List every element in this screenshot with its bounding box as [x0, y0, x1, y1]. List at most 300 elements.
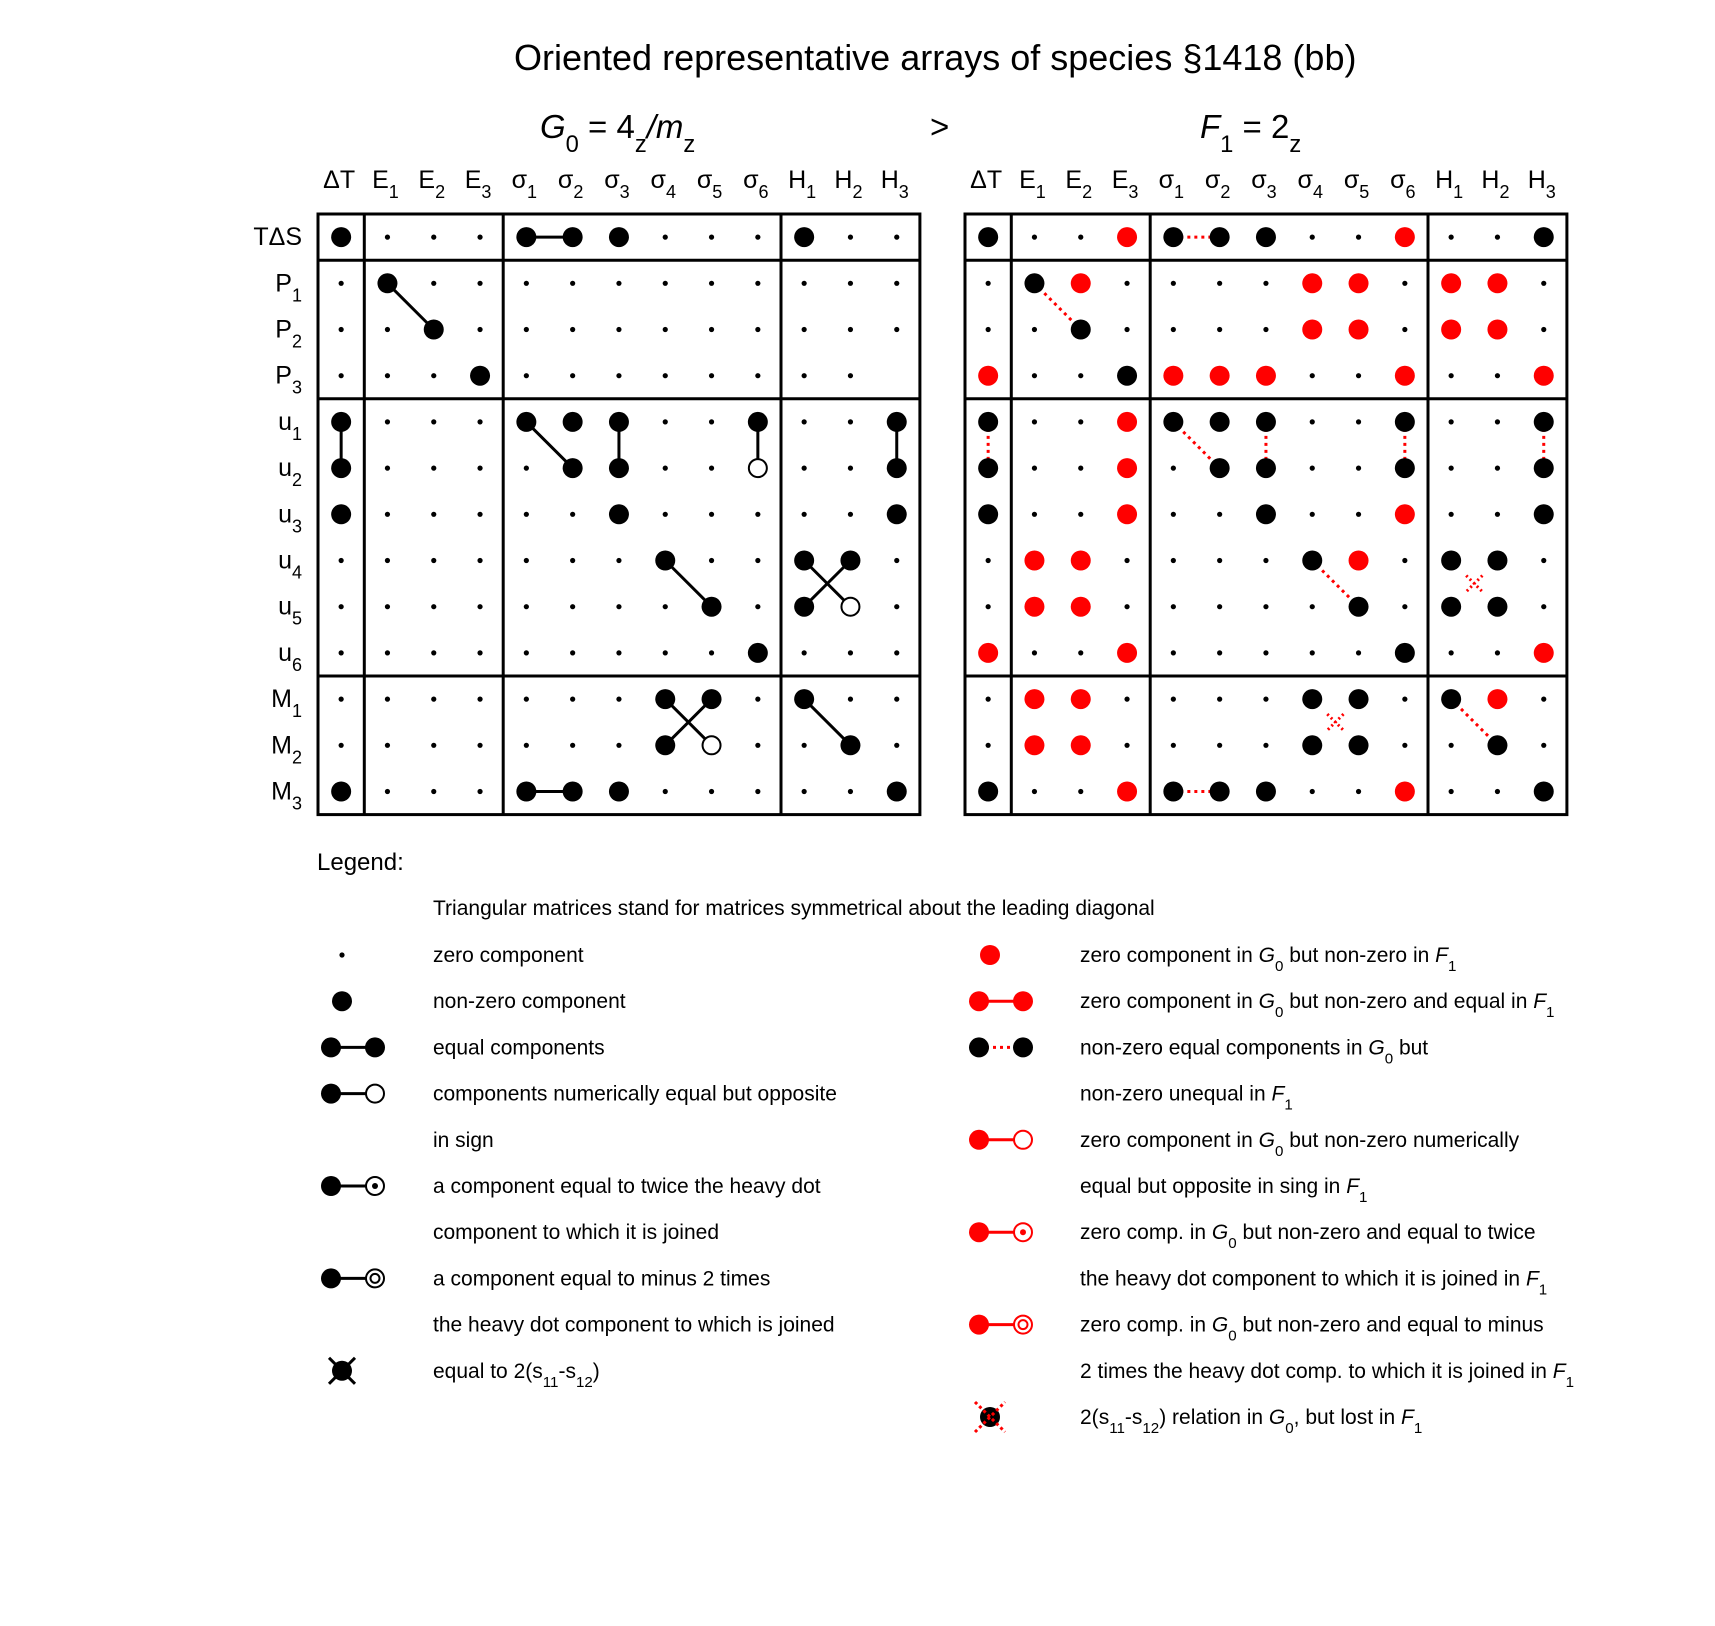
zero-component	[848, 650, 853, 655]
non-zero-component	[978, 227, 998, 247]
legend-text: in sign	[433, 1128, 494, 1152]
zero-component	[709, 235, 714, 240]
zero-component	[802, 373, 807, 378]
non-zero-component	[1534, 782, 1554, 802]
zero-component	[385, 235, 390, 240]
new-non-zero-component	[1302, 320, 1322, 340]
zero-component	[385, 512, 390, 517]
legend-item-red-dot	[980, 944, 1456, 975]
row-header-m1: $M_1$	[271, 685, 302, 722]
non-zero-component	[748, 643, 768, 663]
non-zero-component	[887, 458, 907, 478]
zero-component	[709, 558, 714, 563]
column-header-6: $\sigma_6$	[1390, 166, 1416, 202]
zero-component	[1263, 558, 1268, 563]
zero-component	[848, 235, 853, 240]
new-non-zero-component	[1487, 689, 1507, 709]
zero-component	[1541, 697, 1546, 702]
legend-text: zero component in $G_0$ but non-zero in $F_1$	[1080, 944, 1457, 975]
non-zero-component	[331, 504, 351, 524]
legend-item-red-equal-pair	[969, 990, 1554, 1021]
non-zero-component	[1302, 735, 1322, 755]
new-non-zero-component	[1349, 551, 1369, 571]
row-header-u5: $u_5$	[278, 592, 302, 629]
zero-component	[1078, 373, 1083, 378]
zero-component	[477, 558, 482, 563]
zero-component	[1171, 512, 1176, 517]
zero-component	[477, 419, 482, 424]
legend-dot	[1013, 1037, 1033, 1057]
non-zero-component	[702, 689, 722, 709]
zero-component	[802, 650, 807, 655]
row-header-u2: $u_2$	[278, 454, 302, 491]
zero-component	[1495, 512, 1500, 517]
legend-text: a component equal to minus 2 times	[433, 1267, 771, 1291]
group-heading-g0: $G_0 = 4_z/m_z$	[540, 108, 696, 158]
legend-text: equal to $2(s_{11}-s_{12})$	[433, 1359, 600, 1391]
legend-text: 2 times the heavy dot comp. to which it is joined in $F_1$	[1080, 1359, 1574, 1391]
zero-component	[431, 789, 436, 794]
zero-component	[1310, 235, 1315, 240]
legend-text: components numerically equal but opposite	[433, 1082, 837, 1106]
zero-component	[570, 558, 575, 563]
column-header-h2: $H_2$	[834, 166, 863, 202]
new-non-zero-component	[978, 643, 998, 663]
zero-component	[616, 604, 621, 609]
zero-component	[802, 466, 807, 471]
new-non-zero-component	[1071, 597, 1091, 617]
zero-component	[894, 235, 899, 240]
row-header-u3: $u_3$	[278, 500, 302, 537]
zero-component	[1217, 743, 1222, 748]
non-zero-component	[609, 504, 629, 524]
zero-component	[1263, 327, 1268, 332]
zero-component	[755, 327, 760, 332]
zero-component	[848, 466, 853, 471]
zero-component	[385, 373, 390, 378]
zero-component	[709, 327, 714, 332]
zero-component	[339, 697, 344, 702]
legend-text: zero component in $G_0$ but non-zero numerically	[1080, 1128, 1520, 1160]
zero-component	[1032, 373, 1037, 378]
legend-item-opposite-pair	[321, 1083, 837, 1152]
zero-component	[709, 466, 714, 471]
non-zero-component	[794, 597, 814, 617]
non-zero-component	[1487, 597, 1507, 617]
zero-component	[1402, 281, 1407, 286]
column-header-4: $\sigma_4$	[1297, 166, 1323, 202]
non-zero-component	[1256, 504, 1276, 524]
zero-component	[1078, 235, 1083, 240]
zero-component	[1449, 789, 1454, 794]
zero-component	[339, 327, 344, 332]
figure-title: Oriented representative arrays of species §1418 (bb)	[514, 37, 1357, 78]
non-zero-component	[609, 412, 629, 432]
zero-component	[663, 604, 668, 609]
non-zero-component	[1256, 782, 1276, 802]
zero-component	[663, 281, 668, 286]
non-zero-component	[470, 366, 490, 386]
zero-component	[802, 789, 807, 794]
zero-component	[524, 558, 529, 563]
zero-component	[1032, 466, 1037, 471]
non-zero-component	[840, 735, 860, 755]
legend-left-column	[321, 944, 837, 1390]
new-non-zero-component	[1117, 643, 1137, 663]
new-non-zero-component	[1117, 782, 1137, 802]
zero-component	[1541, 558, 1546, 563]
non-zero-component	[1024, 273, 1044, 293]
zero-component	[385, 789, 390, 794]
column-header-h3: $H_3$	[880, 166, 909, 202]
new-non-zero-component	[1487, 320, 1507, 340]
non-zero-component	[1395, 412, 1415, 432]
legend-open-circle	[1014, 1316, 1032, 1334]
zero-component	[1449, 650, 1454, 655]
legend-text: non-zero component	[433, 990, 626, 1014]
non-zero-component	[1349, 689, 1369, 709]
new-non-zero-component	[1534, 643, 1554, 663]
new-non-zero-component	[1071, 689, 1091, 709]
non-zero-component	[1441, 551, 1461, 571]
non-zero-component	[887, 412, 907, 432]
non-zero-component	[516, 782, 536, 802]
non-zero-component	[1302, 551, 1322, 571]
new-non-zero-component	[1024, 597, 1044, 617]
zero-component	[1310, 650, 1315, 655]
non-zero-component	[978, 412, 998, 432]
legend-text: equal components	[433, 1036, 605, 1060]
zero-component	[1078, 419, 1083, 424]
zero-component	[385, 650, 390, 655]
zero-component	[1124, 558, 1129, 563]
new-non-zero-component	[1349, 320, 1369, 340]
zero-component	[986, 327, 991, 332]
non-zero-component	[1395, 458, 1415, 478]
zero-component	[385, 558, 390, 563]
row-header-p2: $P_2$	[275, 315, 302, 352]
opposite-sign-component	[841, 598, 859, 616]
non-zero-component	[978, 458, 998, 478]
zero-component	[986, 281, 991, 286]
zero-component	[524, 743, 529, 748]
legend-dot	[321, 1037, 341, 1057]
zero-component	[709, 373, 714, 378]
non-zero-component	[1349, 597, 1369, 617]
zero-component	[1217, 697, 1222, 702]
zero-component	[755, 789, 760, 794]
non-zero-component	[331, 458, 351, 478]
legend-dot	[321, 1084, 341, 1104]
zero-component	[570, 697, 575, 702]
zero-component	[755, 281, 760, 286]
zero-component	[339, 650, 344, 655]
zero-component	[385, 697, 390, 702]
column-header-1: $\sigma_1$	[1158, 166, 1185, 202]
new-non-zero-component	[1024, 689, 1044, 709]
non-zero-component	[563, 458, 583, 478]
legend-text: non-zero equal components in $G_0$ but	[1080, 1036, 1429, 1067]
broken-equality-link	[1327, 714, 1343, 730]
new-non-zero-component	[1071, 551, 1091, 571]
new-non-zero-component	[1071, 273, 1091, 293]
new-non-zero-component	[1395, 782, 1415, 802]
zero-component	[524, 281, 529, 286]
zero-component	[709, 419, 714, 424]
zero-component	[570, 743, 575, 748]
legend-inner-dot	[1020, 1229, 1026, 1235]
legend-open-circle	[366, 1269, 384, 1287]
legend-text: zero comp. in $G_0$ but non-zero and equal to twice	[1080, 1221, 1536, 1252]
legend-item-twice-pair	[321, 1175, 821, 1244]
zero-component	[1171, 604, 1176, 609]
zero-component	[1171, 327, 1176, 332]
zero-component	[709, 512, 714, 517]
non-zero-component	[331, 782, 351, 802]
non-zero-component	[1395, 643, 1415, 663]
legend-item-equal-pair	[321, 1036, 605, 1059]
legend-item-red-minus-two-pair	[969, 1314, 1574, 1391]
zero-component	[1078, 650, 1083, 655]
zero-component	[755, 235, 760, 240]
legend-dot	[365, 1037, 385, 1057]
new-non-zero-component	[978, 366, 998, 386]
zero-component	[1356, 789, 1361, 794]
new-non-zero-component	[1117, 504, 1137, 524]
zero-component	[1356, 373, 1361, 378]
legend-dot	[321, 1268, 341, 1288]
zero-component	[616, 650, 621, 655]
zero-component	[663, 650, 668, 655]
non-zero-component	[1163, 227, 1183, 247]
zero-component	[1124, 327, 1129, 332]
zero-component	[1402, 604, 1407, 609]
zero-component	[477, 650, 482, 655]
zero-component	[1449, 466, 1454, 471]
zero-component	[1541, 327, 1546, 332]
non-zero-component	[1441, 689, 1461, 709]
legend-red-dot	[980, 945, 1000, 965]
legend-dot	[1013, 991, 1033, 1011]
legend-dot	[969, 1037, 989, 1057]
new-non-zero-component	[1117, 227, 1137, 247]
zero-component	[339, 743, 344, 748]
legend-inner-dot	[372, 1183, 378, 1189]
zero-component	[1310, 373, 1315, 378]
broken-equality-link	[1466, 576, 1482, 592]
legend-text: zero comp. in $G_0$ but non-zero and equal to minus	[1080, 1313, 1544, 1345]
non-zero-component	[655, 551, 675, 571]
non-zero-component	[331, 227, 351, 247]
zero-component	[616, 743, 621, 748]
legend-dot	[321, 1176, 341, 1196]
legend-item-red-opposite-pair	[969, 1129, 1520, 1206]
non-zero-component	[516, 412, 536, 432]
non-zero-component	[1487, 735, 1507, 755]
zero-component	[848, 789, 853, 794]
zero-component	[755, 558, 760, 563]
zero-component	[709, 281, 714, 286]
zero-component	[1495, 235, 1500, 240]
zero-component	[802, 281, 807, 286]
zero-component	[477, 235, 482, 240]
new-non-zero-component	[1441, 320, 1461, 340]
non-zero-component	[563, 782, 583, 802]
zero-component	[1356, 512, 1361, 517]
zero-component	[1263, 604, 1268, 609]
zero-component	[1541, 743, 1546, 748]
non-zero-component	[1534, 458, 1554, 478]
legend-item-red-crossed-dot	[975, 1402, 1422, 1437]
new-non-zero-component	[1024, 551, 1044, 571]
non-zero-component	[1256, 458, 1276, 478]
row-header-m2: $M_2$	[271, 731, 302, 768]
column-header-2: $\sigma_2$	[1204, 166, 1231, 202]
non-zero-component	[1163, 782, 1183, 802]
zero-component	[1495, 466, 1500, 471]
zero-component	[755, 604, 760, 609]
zero-component	[1495, 789, 1500, 794]
zero-component	[1263, 743, 1268, 748]
non-zero-component	[609, 458, 629, 478]
zero-component	[663, 327, 668, 332]
legend-text: $2(s_{11}-s_{12})$ relation in $G_0$, but lost in $F_1$	[1080, 1406, 1423, 1437]
column-header-e3: $E_3$	[1111, 166, 1139, 202]
zero-component	[1217, 281, 1222, 286]
column-header-h1: $H_1$	[788, 166, 817, 202]
zero-component	[894, 650, 899, 655]
zero-component	[1263, 697, 1268, 702]
zero-component	[524, 604, 529, 609]
non-zero-component	[655, 689, 675, 709]
zero-component	[894, 558, 899, 563]
zero-component	[755, 512, 760, 517]
zero-component	[1449, 235, 1454, 240]
zero-component	[1217, 604, 1222, 609]
legend-dot	[969, 991, 989, 1011]
row-header-p1: $P_1$	[275, 269, 302, 306]
zero-component	[755, 373, 760, 378]
zero-component	[1402, 697, 1407, 702]
zero-component	[524, 512, 529, 517]
zero-component	[848, 512, 853, 517]
zero-component	[1541, 604, 1546, 609]
new-non-zero-component	[1487, 273, 1507, 293]
matrix-g0	[253, 166, 920, 815]
row-header-u1: $u_1$	[278, 407, 302, 444]
zero-component	[755, 743, 760, 748]
zero-component	[986, 697, 991, 702]
non-zero-component	[516, 227, 536, 247]
legend-item-dotted-pair	[969, 1036, 1428, 1113]
zero-component	[894, 604, 899, 609]
row-header-t-delta-s: TΔS	[253, 223, 302, 252]
new-non-zero-component	[1117, 412, 1137, 432]
zero-component	[339, 604, 344, 609]
zero-component	[477, 604, 482, 609]
zero-component	[477, 789, 482, 794]
zero-component	[431, 650, 436, 655]
zero-component	[524, 373, 529, 378]
zero-component	[1310, 466, 1315, 471]
non-zero-component	[748, 412, 768, 432]
legend-item-crossed-dot	[329, 1358, 600, 1391]
legend-note: Triangular matrices stand for matrices symmetrical about the leading diagonal	[433, 897, 1155, 920]
zero-component	[1495, 373, 1500, 378]
legend-text: equal but opposite in sing in $F_1$	[1080, 1175, 1368, 1206]
zero-component	[1124, 281, 1129, 286]
column-header-h2: $H_2$	[1481, 166, 1510, 202]
zero-component	[1449, 419, 1454, 424]
legend-dot	[969, 1222, 989, 1242]
zero-component	[477, 697, 482, 702]
column-header-e1: $E_1$	[372, 166, 399, 202]
zero-component	[802, 327, 807, 332]
zero-component	[663, 466, 668, 471]
zero-component	[1032, 235, 1037, 240]
zero-component	[1078, 789, 1083, 794]
legend-item-small-dot	[339, 944, 583, 967]
zero-component	[1171, 558, 1176, 563]
column-header-5: $\sigma_5$	[1343, 166, 1370, 202]
new-non-zero-component	[1349, 273, 1369, 293]
zero-component	[1217, 650, 1222, 655]
zero-component	[385, 743, 390, 748]
legend-right-column	[969, 944, 1574, 1437]
non-zero-component	[1117, 366, 1137, 386]
zero-component	[1032, 512, 1037, 517]
zero-component	[894, 327, 899, 332]
zero-component	[616, 373, 621, 378]
non-zero-component	[331, 412, 351, 432]
zero-component	[1124, 604, 1129, 609]
zero-component	[1171, 281, 1176, 286]
legend-item-minus-two-pair	[321, 1267, 835, 1336]
zero-component	[524, 650, 529, 655]
non-zero-component	[887, 782, 907, 802]
zero-component	[524, 697, 529, 702]
non-zero-component	[1256, 227, 1276, 247]
zero-component	[385, 466, 390, 471]
zero-component	[477, 327, 482, 332]
zero-component	[385, 419, 390, 424]
zero-component	[1310, 419, 1315, 424]
zero-component	[431, 512, 436, 517]
group-headings	[540, 108, 1301, 158]
zero-component	[1032, 789, 1037, 794]
new-non-zero-component	[1071, 735, 1091, 755]
zero-component	[663, 373, 668, 378]
zero-component	[570, 512, 575, 517]
zero-component	[848, 419, 853, 424]
row-header-u4: $u_4$	[278, 546, 302, 583]
zero-component	[616, 558, 621, 563]
row-header-p3: $P_3$	[275, 361, 302, 398]
zero-component	[1078, 512, 1083, 517]
column-header-e3: $E_3$	[464, 166, 492, 202]
zero-component	[431, 604, 436, 609]
zero-component	[339, 281, 344, 286]
non-zero-component	[794, 227, 814, 247]
zero-component	[339, 558, 344, 563]
zero-component	[1310, 789, 1315, 794]
zero-component	[663, 789, 668, 794]
column-header-delta-t: ΔT	[323, 166, 356, 194]
zero-component	[1171, 650, 1176, 655]
zero-component	[431, 373, 436, 378]
column-header-6: $\sigma_6$	[743, 166, 769, 202]
zero-component	[477, 512, 482, 517]
